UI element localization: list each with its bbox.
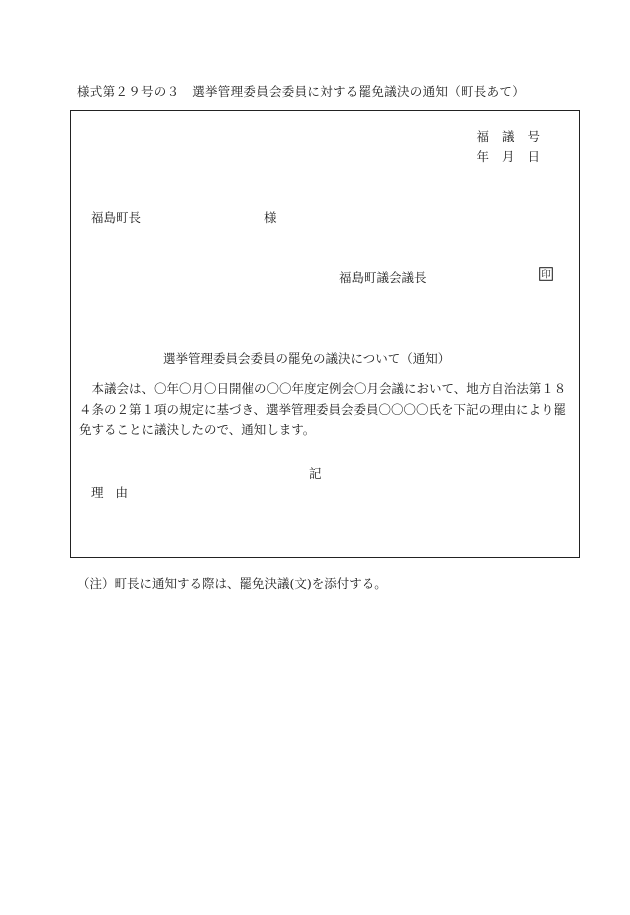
document-number-line: 福議号 <box>476 129 553 144</box>
subject-line: 選挙管理委員会委員の罷免の議決について（通知） <box>163 351 451 366</box>
reason-label: 理由 <box>91 485 141 500</box>
form-title: 様式第２９号の３ 選挙管理委員会委員に対する罷免議決の通知（町長あて） <box>77 84 526 99</box>
ki-heading: 記 <box>309 466 322 481</box>
body-paragraph: 本議会は、〇年〇月〇日開催の〇〇年度定例会〇月会議において、地方自治法第１８４条の２第１項の規定に基づき、選挙管理委員会委員〇〇〇〇氏を下記の理由により罷免することに議決したので、通知します。 <box>79 381 567 437</box>
addressee: 福島町長 <box>91 210 142 225</box>
seal-icon <box>539 267 553 281</box>
addressee-honorific: 様 <box>264 210 277 225</box>
footnote: （注）町長に通知する際は、罷免決議(文)を添付する。 <box>77 576 387 591</box>
seal-text: 印 <box>541 269 551 281</box>
document-date-line: 年月日 <box>476 149 553 164</box>
notice-document-frame <box>70 110 580 558</box>
sender: 福島町議会議長 <box>339 270 427 285</box>
